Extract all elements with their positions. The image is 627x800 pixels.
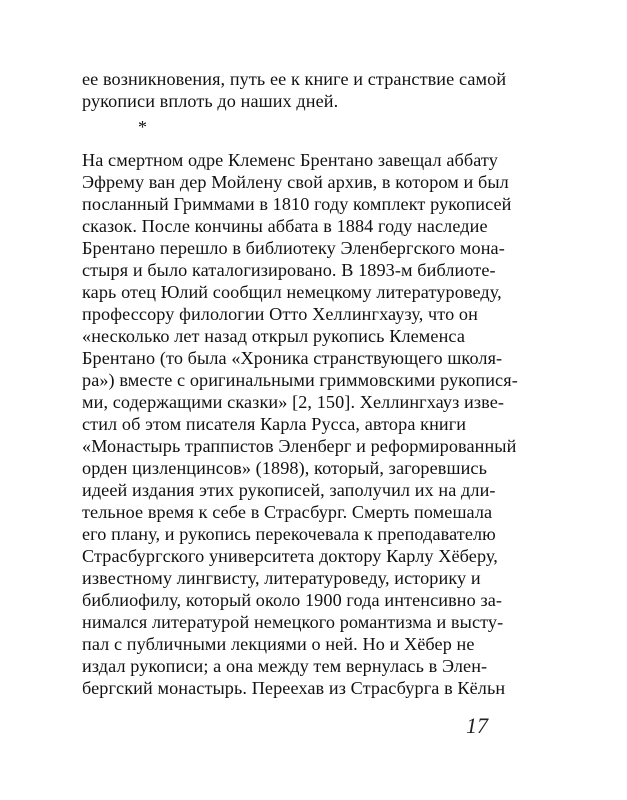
text-line: идеей издания этих рукописей, заполучил их на дли- xyxy=(82,480,496,500)
text-line: тельное время к себе в Страсбург. Смерть помешала xyxy=(82,502,493,522)
text-line: ее возникновения, путь ее к книге и странствие самой xyxy=(82,69,507,89)
text-line: стыря и было каталогизировано. В 1893-м библиоте- xyxy=(82,260,496,280)
text-line: «Монастырь траппистов Эленберг и реформированный xyxy=(82,436,517,456)
text-line: рукописи вплоть до наших дней. xyxy=(82,91,339,111)
text-line: «несколько лет назад открыл рукопись Клеменса xyxy=(82,326,465,346)
text-line: издал рукописи; а она между тем вернулась в Элен- xyxy=(82,656,488,676)
intro-paragraph xyxy=(82,68,552,112)
text-line: сказок. После кончины аббата в 1884 году наследие xyxy=(82,216,488,236)
main-paragraph xyxy=(82,149,552,699)
text-line: бергский монастырь. Переехав из Страсбурга в Кёльн xyxy=(82,678,506,698)
text-line: его плану, и рукопись перекочевала к преподавателю xyxy=(82,524,496,544)
text-line: На смертном одре Клеменс Брентано завещал аббату xyxy=(82,150,498,170)
text-line: нимался литературой немецкого романтизма и высту- xyxy=(82,612,504,632)
text-line: ра») вместе с оригинальными гриммовскими рукопися- xyxy=(82,370,518,390)
text-line: пал с публичными лекциями о ней. Но и Хёбер не xyxy=(82,634,475,654)
page-number: 17 xyxy=(466,713,488,738)
text-line: посланный Гриммами в 1810 году комплект рукописей xyxy=(82,194,512,214)
text-line: библиофилу, который около 1900 года интенсивно за- xyxy=(82,590,503,610)
text-line: Брентано (то была «Хроника странствующего школя- xyxy=(82,348,503,368)
text-line: Эфрему ван дер Мойлену свой архив, в котором и был xyxy=(82,172,509,192)
text-line: орден цизленцинсов» (1898), который, загоревшись xyxy=(82,458,487,478)
text-line: карь отец Юлий сообщил немецкому литературоведу, xyxy=(82,282,502,302)
text-line: профессору филологии Отто Хеллингхаузу, что он xyxy=(82,304,478,324)
section-separator: * xyxy=(138,117,147,137)
text-line: известному лингвисту, литературоведу, историку и xyxy=(82,568,481,588)
text-line: Страсбургского университета доктору Карлу Хёберу, xyxy=(82,546,498,566)
text-line: Брентано перешло в библиотеку Эленбергского мона- xyxy=(82,238,505,258)
text-line: ми, содержащими сказки» [2, 150]. Хеллингхауз изве- xyxy=(82,392,505,412)
text-line: стил об этом писателя Карла Русса, автора книги xyxy=(82,414,467,434)
